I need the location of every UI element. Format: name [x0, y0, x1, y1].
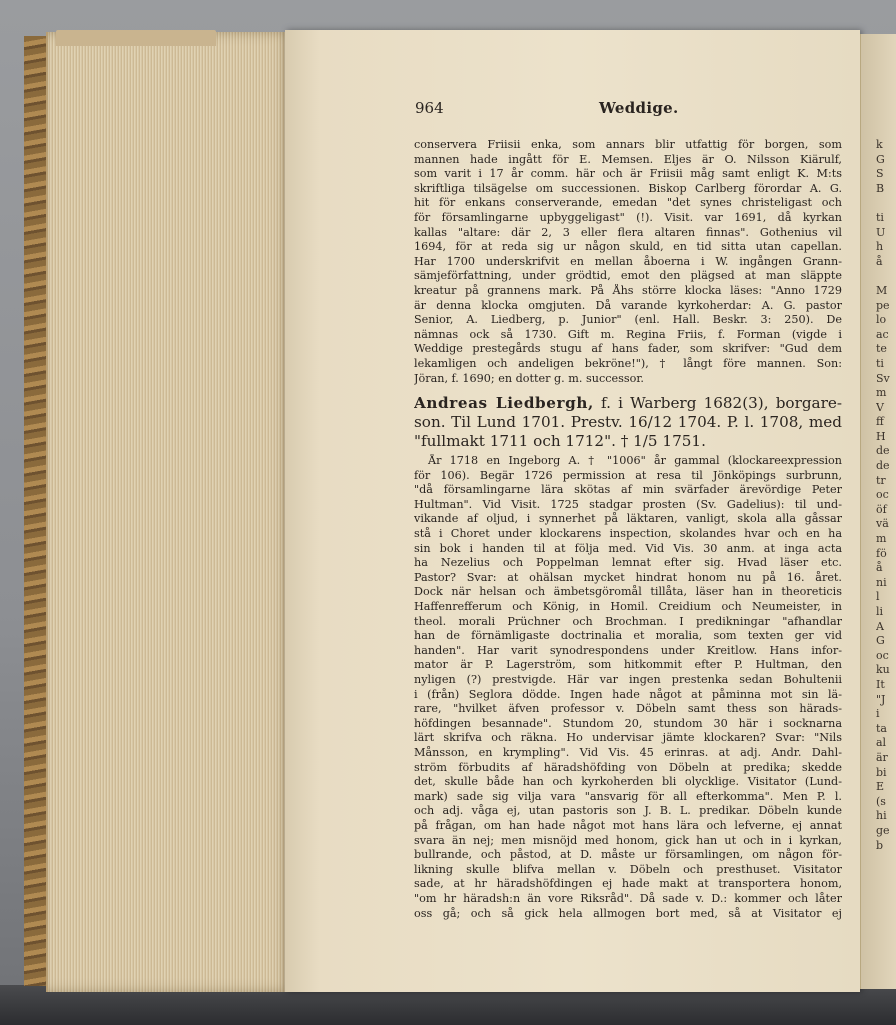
text-line: ha Nezelius och Poppelman lemnat efter sig. Hvad läser etc. [414, 556, 842, 570]
text-line: "om hr häradsh:n än vore Riksråd". Då sade v. D.: kommer och låter [414, 891, 842, 905]
text-line: conservera Friisii enka, som annars blir utfattig för borgen, som [414, 138, 842, 151]
strip-fragment: bi [876, 765, 887, 779]
text-line: mark) sade sig vilja vara "ansvarig för all efterkomma". Men P. l. [414, 789, 842, 803]
strip-fragment: ti [876, 356, 884, 370]
text-line: höfdingen besannade". Stundom 20, stundom 30 här i socknarna [414, 716, 842, 730]
text-line: och adj. våga ej, utan pastoris son J. B. L. predikar. Döbeln kunde [414, 804, 842, 818]
entry-head-line3: "fullmakt 1711 och 1712". † 1/5 1751. [414, 432, 706, 451]
text-line: Jöran, f. 1690; en dotter g. m. successor. [414, 371, 644, 385]
strip-fragment: h [876, 240, 884, 254]
text-line: handen". Har varit synodrespondens under Kreitlow. Hans infor- [414, 643, 842, 657]
strip-fragment: H [876, 429, 886, 443]
strip-fragment: E [876, 780, 885, 794]
page-stack-top [56, 30, 216, 46]
strip-fragment: G [876, 152, 885, 166]
text-line: 1694, för at reda sig ur någon skuld, en tid sitta utan capellan. [414, 240, 842, 254]
text-line: för 106). Begär 1726 permission at resa til Jönköpings surbrunn, [414, 468, 842, 482]
strip-fragment: fö [876, 546, 887, 560]
strip-fragment: V [876, 400, 884, 414]
strip-fragment: b [876, 838, 884, 852]
strip-fragment: M [876, 283, 888, 297]
strip-fragment: (s [876, 794, 886, 808]
text-line: för församlingarne upbyggeligast" (!). Visit. var 1691, då kyrkan [414, 210, 842, 224]
page-header [415, 99, 840, 121]
text-line: ström förbudits af häradshöfding von Döbeln at predika; skedde [414, 760, 842, 774]
strip-fragment: ti [876, 210, 884, 224]
strip-fragment: oc [876, 648, 889, 662]
strip-fragment: ku [876, 663, 890, 677]
page-text [414, 138, 842, 921]
strip-fragment: Sv [876, 371, 890, 385]
text-line: Dock när helsan och ämbetsgöromål tillåta, läser han in theoreticis [414, 585, 842, 599]
strip-fragment: te [876, 342, 887, 356]
strip-fragment: i [876, 707, 880, 721]
strip-fragment: S [876, 167, 884, 181]
strip-fragment: G [876, 634, 885, 648]
strip-fragment: U [876, 225, 886, 239]
text-line: svara än nej; men misnöjd med honom, gick han ut och in i kyrkan, [414, 833, 842, 847]
strip-fragment: ff [876, 415, 884, 429]
right-page-strip [876, 138, 896, 853]
entry-head-line1: f. i Warberg 1682(3), borgare- [601, 394, 842, 413]
text-line: mannen hade ingått för E. Memsen. Eljes är O. Nilsson Kiärulf, [414, 152, 842, 166]
text-line: hit för enkans conserverande, emedan "det synes christeligast och [414, 196, 842, 210]
strip-fragment: m [876, 532, 887, 546]
strip-fragment: är [876, 750, 888, 764]
strip-fragment: tr [876, 473, 886, 487]
strip-fragment: öf [876, 502, 887, 516]
text-line: Pastor? Svar: at ohälsan mycket hindrat honom nu på 16. året. [414, 570, 842, 584]
strip-fragment: å [876, 254, 883, 268]
text-line: kallas "altare: där 2, 3 eller flera altaren finnas". Gothenius vil [414, 225, 842, 239]
strip-fragment: ge [876, 823, 890, 837]
text-line: rare, "hvilket äfven professor v. Döbeln samt thess son härads- [414, 702, 842, 716]
text-line: Senior, A. Liedberg, p. Junior" (enl. Hall. Beskr. 3: 250). De [414, 313, 842, 327]
text-line: sämjeförfattning, under grödtid, emot den plägsed at man släppte [414, 269, 842, 283]
strip-fragment: hi [876, 809, 887, 823]
strip-fragment: vä [876, 517, 889, 531]
text-line: oss gå; och så gick hela allmogen bort med, så at Visitator ej [414, 906, 842, 920]
text-line: Weddige prestegårds stugu af hans fader, som skrifver: "Gud dem [414, 342, 842, 356]
strip-fragment: de [876, 459, 890, 473]
strip-fragment: li [876, 605, 884, 618]
strip-fragment: ac [876, 327, 889, 341]
strip-fragment: lo [876, 313, 887, 327]
strip-fragment: m [876, 386, 887, 400]
strip-fragment: ta [876, 721, 887, 735]
page-stack [46, 32, 293, 992]
text-line: det, skulle både han och kyrkoherden bli olycklige. Visitator (Lund- [414, 775, 842, 789]
text-line: han de förnämligaste doctrinalia et moralia, som texten ger vid [414, 629, 842, 643]
text-line: sin bok i handen til at följa med. Vid Vis. 30 anm. at inga acta [414, 541, 842, 555]
text-line: Haffenrefferum och König, in Homil. Creidium och Neumeister, in [414, 600, 842, 614]
text-line: nämnas ock så 1730. Gift m. Regina Friis, f. Forman (vigde i [414, 327, 842, 341]
text-line: lärt skrifva och räkna. Ho undervisar jämte klockaren? Svar: "Nils [414, 731, 842, 745]
paragraph-continuation [414, 138, 842, 386]
running-title: Weddige. [599, 99, 679, 117]
entry-body [414, 454, 842, 921]
strip-fragment [876, 196, 896, 211]
text-line: likning skulle blifva mellan v. Döbeln och presthuset. Visitator [414, 862, 842, 876]
text-line: lekamligen och andeligen bekröne!"), † långt före mannen. Son: [414, 356, 842, 370]
strip-fragment: B [876, 181, 885, 195]
text-line: kreatur på grannens mark. På Åhs större klocka läses: "Anno 1729 [414, 283, 842, 297]
strip-fragment: l [876, 590, 880, 604]
text-line: är denna klocka omgjuten. Då varande kyrkoherdar: A. G. pastor [414, 298, 842, 312]
text-line: År 1718 en Ingeborg A. † "1006" år gammal (klockareexpression [428, 454, 842, 468]
text-line: nyligen (?) prestvigde. Här var ingen prestenka sedan Bohultenii [414, 673, 842, 686]
strip-fragment: ni [876, 575, 887, 589]
strip-fragment: å [876, 561, 883, 575]
strip-fragment: "J [876, 692, 886, 706]
strip-fragment: A [876, 619, 884, 633]
page-number: 964 [415, 99, 444, 117]
entry-name: Andreas Liedbergh, [414, 394, 594, 413]
text-line: som varit i 17 år comm. här och är Friisii måg samt enligt K. M:ts [414, 167, 842, 181]
text-line: "då församlingarne lära skötas af min svärfader ärevördige Peter [414, 483, 842, 497]
entry-heading [414, 394, 842, 451]
text-line: på frågan, om han hade något mot hans lära och lefverne, ej annat [414, 818, 842, 832]
strip-fragment [876, 269, 896, 284]
text-line: Har 1700 underskrifvit en mellan åboerna i W. ingången Grann- [414, 254, 842, 268]
strip-fragment: k [876, 138, 883, 151]
text-line: Månsson, en krympling". Vid Vis. 45 erinras. at adj. Andr. Dahl- [414, 745, 842, 759]
strip-fragment: oc [876, 488, 889, 502]
text-line: sade, at hr häradshöfdingen ej hade makt at transportera honom, [414, 877, 842, 891]
strip-fragment: It [876, 677, 885, 691]
text-line: stå i Choret under klockarens inspection, skolandes hvar och en ha [414, 527, 842, 541]
text-line: Hultman". Vid Visit. 1725 stadgar prosten (Sv. Gadelius): til und- [414, 497, 842, 511]
strip-fragment: de [876, 444, 890, 458]
text-line: mator är P. Lagerström, som hitkommit efter P. Hultman, den [414, 658, 842, 672]
strip-fragment: al [876, 736, 887, 750]
text-line: theol. morali Prüchner och Brochman. I predikningar "afhandlar [414, 614, 842, 628]
entry-head-line2: son. Til Lund 1701. Prestv. 16/12 1704. P. l. 1708, med [414, 413, 842, 432]
text-line: vikande af oljud, i synnerhet på läktaren, vanligt, skola alla gåssar [414, 512, 842, 526]
text-line: i (från) Seglora dödde. Ingen hade något at påminna mot sin lä- [414, 687, 842, 701]
text-line: bullrande, och påstod, at D. måste ur församlingen, om någon för- [414, 848, 842, 862]
strip-fragment: pe [876, 298, 890, 312]
text-line: skriftliga tilsägelse om successionen. Biskop Carlberg förordar A. G. [414, 181, 842, 195]
